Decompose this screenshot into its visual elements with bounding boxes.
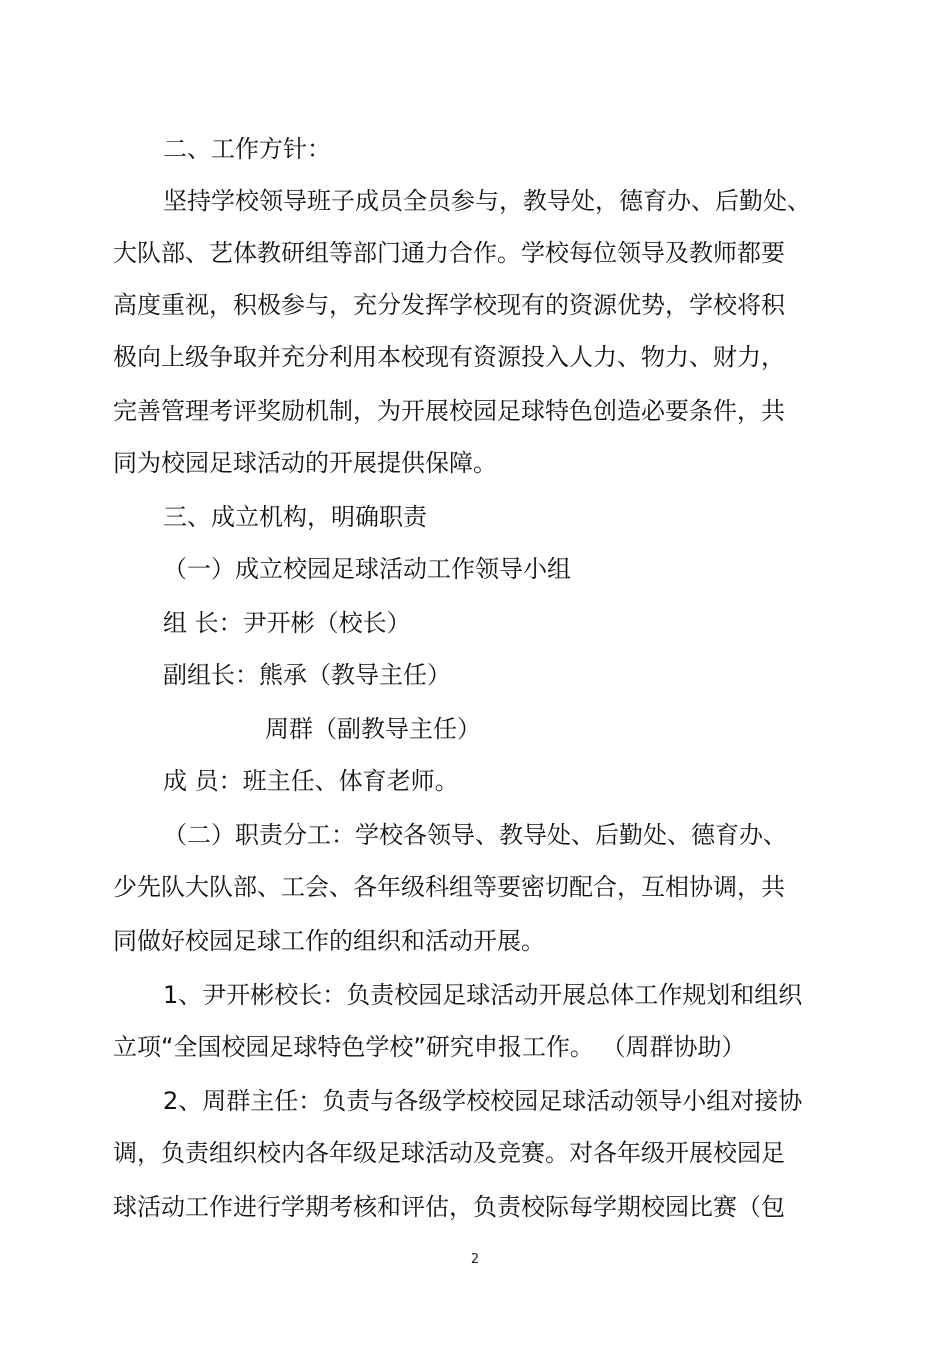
- paragraph-line: 2、周群主任：负责与各级学校校园足球活动领导小组对接协: [163, 1087, 803, 1115]
- paragraph-line: 高度重视，积极参与，充分发挥学校现有的资源优势，学校将积: [113, 291, 785, 319]
- paragraph-line: 立项“全国校园足球特色学校”研究申报工作。 （周群协助）: [113, 1033, 746, 1061]
- paragraph-line: 极向上级争取并充分利用本校现有资源投入人力、物力、财力，: [113, 343, 785, 371]
- subsection-heading: （一）成立校园足球活动工作领导小组: [163, 555, 571, 583]
- paragraph-line: 少先队大队部、工会、各年级科组等要密切配合，互相协调，共: [113, 873, 785, 901]
- section-heading-policy: 二、工作方针：: [163, 135, 331, 163]
- section-heading-organization: 三、成立机构，明确职责: [163, 503, 427, 531]
- page-number: 2: [470, 1252, 480, 1267]
- paragraph-line: 调，负责组织校内各年级足球活动及竞赛。对各年级开展校园足: [113, 1139, 785, 1167]
- member-line: 周群（副教导主任）: [265, 715, 481, 743]
- member-line: 组 长：尹开彬（校长）: [163, 609, 411, 637]
- paragraph-line: 坚持学校领导班子成员全员参与，教导处，德育办、后勤处、: [163, 187, 811, 215]
- paragraph-line: 同做好校园足球工作的组织和活动开展。: [113, 927, 545, 955]
- paragraph-line: 1、尹开彬校长：负责校园足球活动开展总体工作规划和组织: [163, 981, 803, 1009]
- subsection-heading: （二）职责分工：学校各领导、教导处、后勤处、德育办、: [163, 821, 787, 849]
- paragraph-line: 球活动工作进行学期考核和评估，负责校际每学期校园比赛（包: [113, 1193, 785, 1221]
- paragraph-line: 同为校园足球活动的开展提供保障。: [113, 449, 497, 477]
- paragraph-line: 完善管理考评奖励机制，为开展校园足球特色创造必要条件，共: [113, 397, 785, 425]
- member-line: 副组长：熊承（教导主任）: [163, 661, 451, 689]
- member-line: 成 员：班主任、体育老师。: [163, 767, 459, 795]
- paragraph-line: 大队部、艺体教研组等部门通力合作。学校每位领导及教师都要: [113, 239, 785, 267]
